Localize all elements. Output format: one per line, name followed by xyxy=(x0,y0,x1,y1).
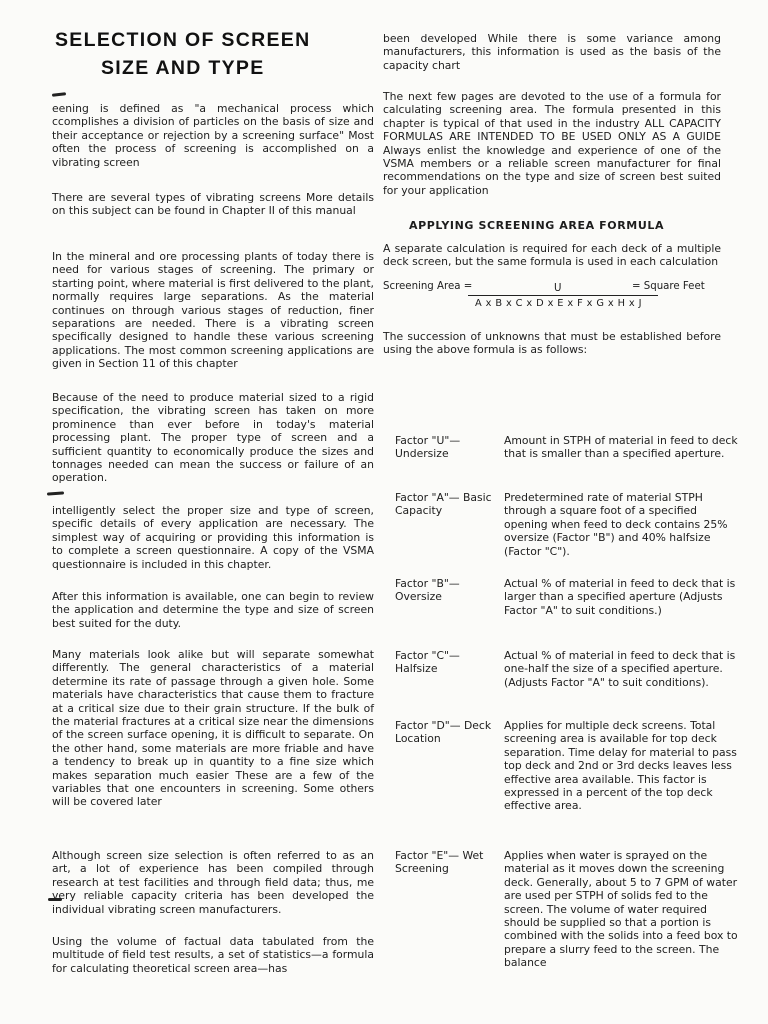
fraction-bar xyxy=(468,295,658,296)
factor-name: Factor "D"— Deck Location xyxy=(395,719,492,746)
factor-description: Amount in STPH of material in feed to deck that is smaller than a specified aperture. xyxy=(504,434,738,461)
factor-name: Factor "A"— Basic Capacity xyxy=(395,491,492,518)
section-heading: APPLYING SCREENING AREA FORMULA xyxy=(409,219,665,232)
paragraph-material-characteristics: Many materials look alike but will separate somewhat differently. The general characteristics of a material determine its rate of passage through a given hole. Some materials have characteristics that cause them to fracture at a critical size due to their grain structure. If the bulk of the material fractures at a critical size near the dimensions of the screen surface opening, it is difficult to separate. On the other hand, some materials are more friable and have a tendency to break up in quantity to a fine size which makes separation much easier These are a few of the variables that one encounters in screening. Some others will be covered later xyxy=(52,648,374,809)
screening-area-formula xyxy=(383,277,721,311)
paragraph-screening-definition: eening is defined as "a mechanical process which ccomplishes a division of particles on the basis of size and their acceptance or rejection by a screening surface" Most often the process of screening is accomplished on a vibrating screen xyxy=(52,102,374,169)
formula-denominator: A x B x C x D x E x F x G x H x J xyxy=(475,298,642,309)
paragraph-formula-intro: A separate calculation is required for each deck of a multiple deck screen, but the same formula is used in each calculation xyxy=(383,242,721,269)
factor-description: Actual % of material in feed to deck that is larger than a specified aperture (Adjusts Factor "A" to suit conditions.) xyxy=(504,577,736,617)
factor-description: Actual % of material in feed to deck that is one-half the size of a specified aperture. (Adjusts Factor "A" to suit conditions). xyxy=(504,649,736,689)
paragraph-review-application: After this information is available, one can begin to review the application and determine the type and size of screen best suited for the duty. xyxy=(52,590,374,630)
factor-name: Factor "B"— Oversize xyxy=(395,577,460,604)
factor-description: Applies for multiple deck screens. Total screening area is available for top deck separation. Time delay for material to pass top deck and 2nd or 3rd decks leaves less effective area available. This factor is expressed in a percent of the top deck effective area. xyxy=(504,719,737,813)
paragraph-factual-data: Using the volume of factual data tabulated from the multitude of field test results, a set of statistics—a formula for calculating theoretical screen area—has xyxy=(52,935,374,975)
paragraph-capacity-chart: been developed While there is some variance among manufacturers, this information is used as the basis of the capacity chart xyxy=(383,32,721,72)
page-title-line-2: SIZE AND TYPE xyxy=(101,57,265,79)
factor-description: Predetermined rate of material STPH through a square foot of a specified opening when feed to deck contains 25% oversize (Factor "B") and 40% halfsize (Factor "C"). xyxy=(504,491,728,558)
formula-lhs: Screening Area = xyxy=(383,281,473,292)
factor-name: Factor "E"— Wet Screening xyxy=(395,849,484,876)
formula-rhs: = Square Feet xyxy=(632,281,705,292)
page-title-line-1: SELECTION OF SCREEN xyxy=(55,29,311,51)
scan-mark xyxy=(47,491,64,495)
factor-name: Factor "C"— Halfsize xyxy=(395,649,460,676)
paragraph-formula-overview: The next few pages are devoted to the use of a formula for calculating screening area. The formula presented in this chapter is typical of that used in the industry ALL CAPACITY FORMULAS ARE INTENDED TO BE USED ONLY AS A GUIDE Always enlist the knowledge and experience of one of the VSMA members or a reliable screen manufacturer for final recommendations on the type and size of screen best suited for your application xyxy=(383,90,721,197)
factor-name: Factor "U"— Undersize xyxy=(395,434,461,461)
paragraph-screen-types: There are several types of vibrating screens More details on this subject can be found in Chapter II of this manual xyxy=(52,191,374,218)
paragraph-processing-plants: In the mineral and ore processing plants of today there is need for various stages of screening. The primary or starting point, where material is first delivered to the plant, normally requires large separations. As the material continues on through various stages of reduction, finer separations are needed. There is a vibrating screen specifically designed to handle these various screening applications. The most common screening applications are given in Section 11 of this chapter xyxy=(52,250,374,371)
factor-description: Applies when water is sprayed on the material as it moves down the screening deck. Generally, about 5 to 7 GPM of water are used per STPH of solids fed to the screen. The volume of water required should be supplied so that a portion is combined with the solids into a feed box to prepare a slurry feed to the screen. The balance xyxy=(504,849,738,970)
paragraph-screen-size-selection: Although screen size selection is often referred to as an art, a lot of experience has been compiled through research at test facilities and through field data; thus, me very reliable capacity criteria has been developed the individual vibrating screen manufacturers. xyxy=(52,849,374,916)
paragraph-formula-outro: The succession of unknowns that must be established before using the above formula is as follows: xyxy=(383,330,721,357)
paragraph-questionnaire: intelligently select the proper size and type of screen, specific details of every application are necessary. The simplest way of acquiring or providing this information is to complete a screen questionnaire. A copy of the VSMA questionnaire is included in this chapter. xyxy=(52,504,374,571)
scan-mark xyxy=(52,92,66,96)
paragraph-rigid-specification: Because of the need to produce material sized to a rigid specification, the vibrating screen has taken on more prominence than ever before in today's material processing plant. The proper type of screen and a sufficient quantity to economically produce the sizes and tonnages needed can mean the success or failure of an operation. xyxy=(52,391,374,485)
formula-numerator: U xyxy=(554,283,562,294)
